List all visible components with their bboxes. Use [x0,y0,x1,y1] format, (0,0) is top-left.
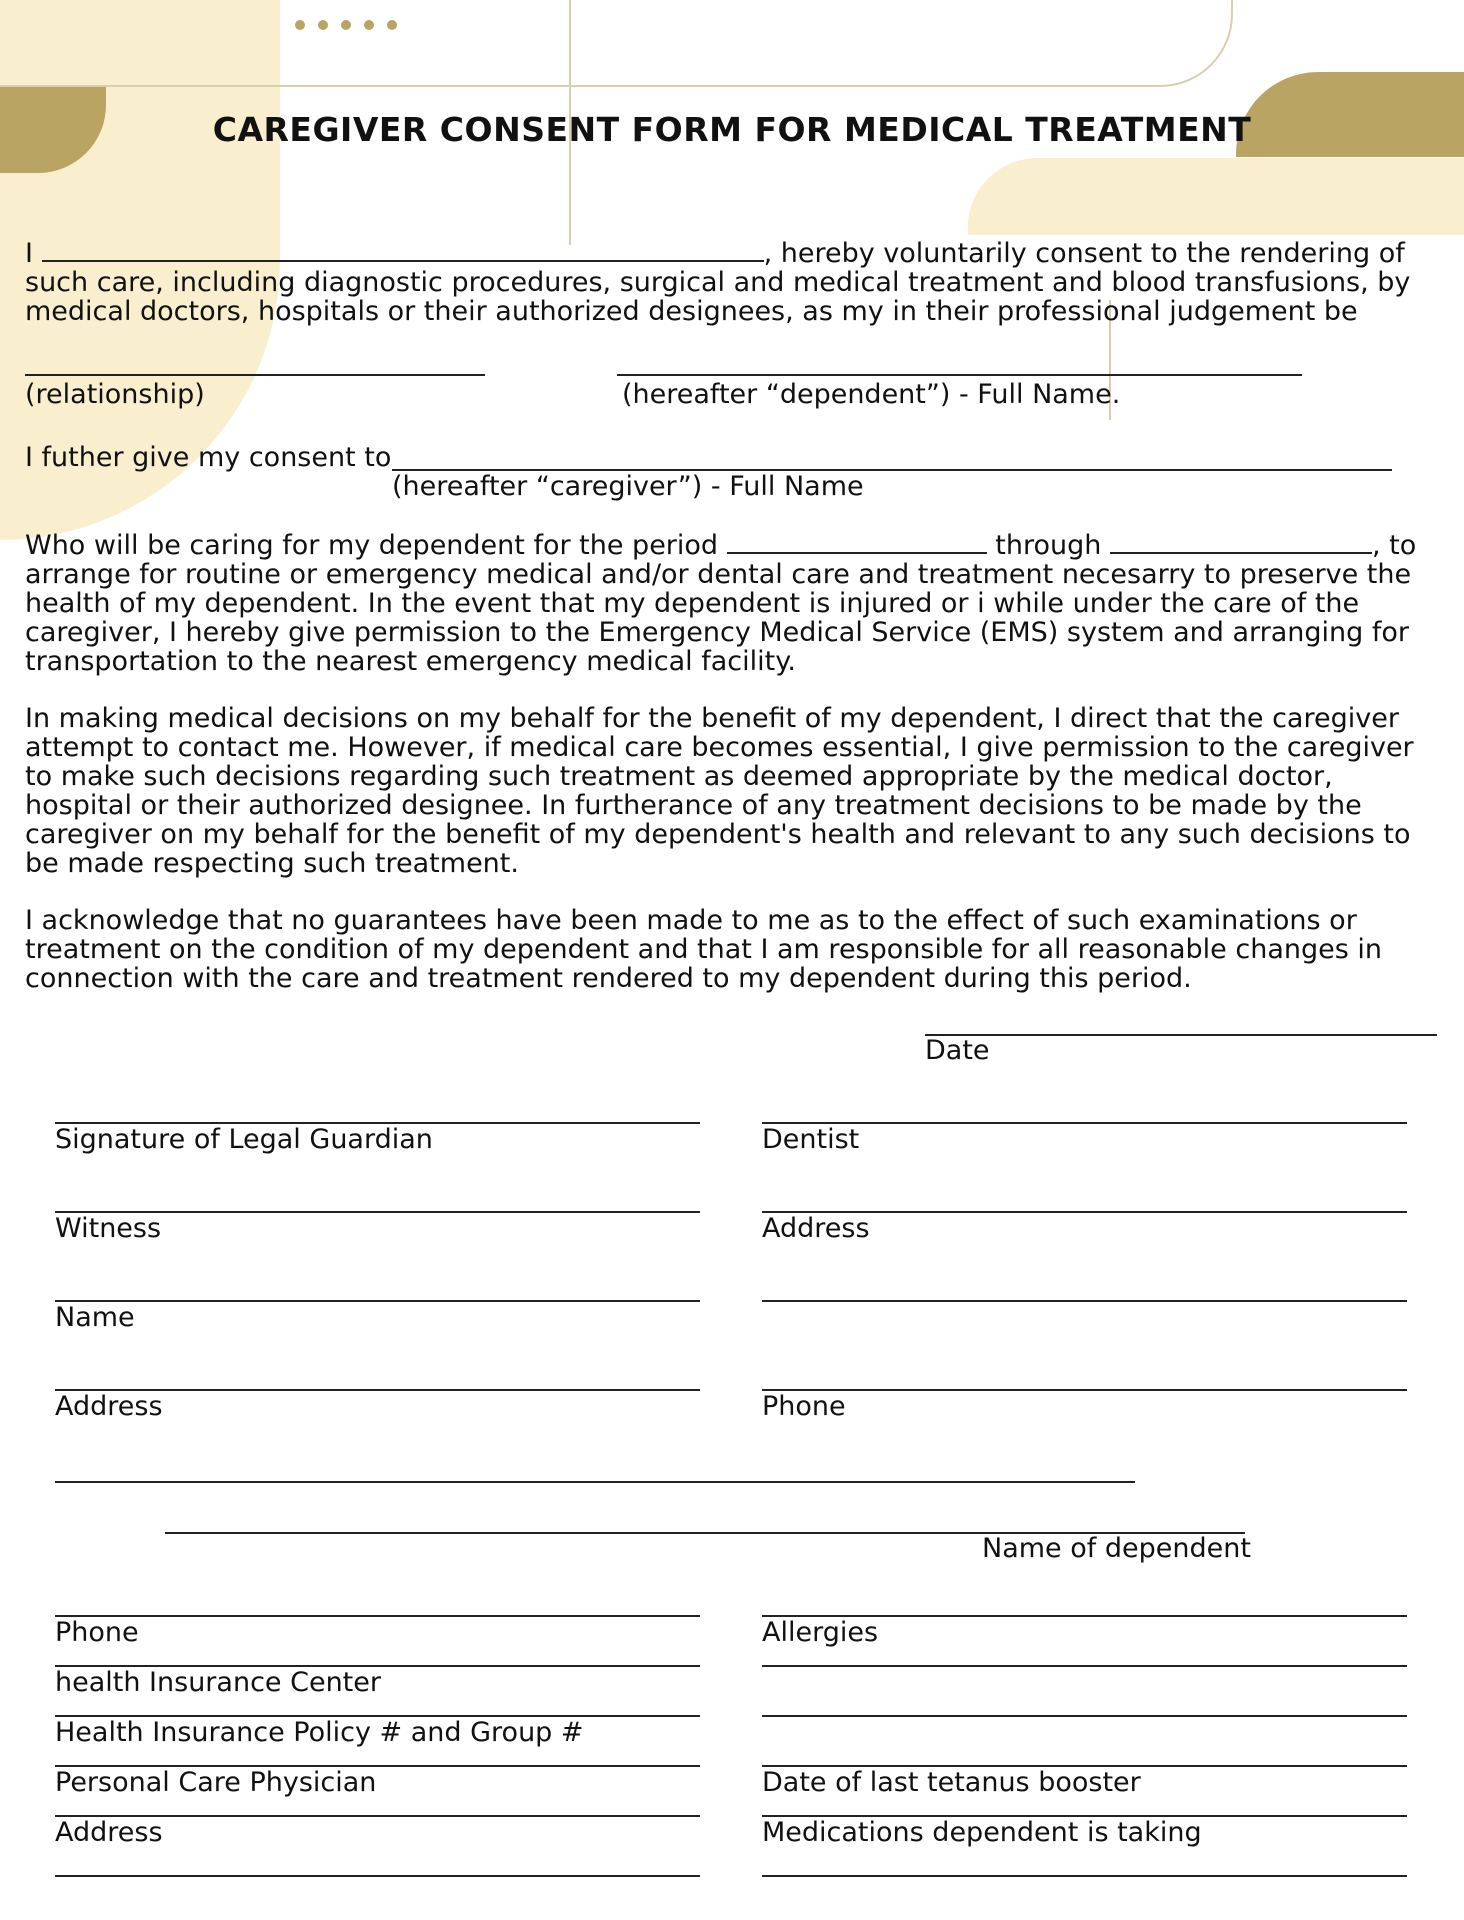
phone-line[interactable] [762,1389,1407,1391]
witness-label: Witness [55,1213,162,1244]
consent-paragraph-1 [25,238,1445,326]
date-label: Date [925,1035,990,1066]
consent-paragraph-3: In making medical decisions on my behalf for the benefit of my dependent, I direct that the caregiver attempt to contact me. However, if medical care becomes essential, I give permission to the caregiver to make such decisions regarding such treatment as deemed appropriate by the medical doctor, hospital or their authorized designee. In furtherance of any treatment decisions to be made by the caregiver on my behalf for the benefit of my dependent's health and relevant to any such decisions to be made respecting such treatment. [25,703,1414,879]
period-text: , to arrange for routine or emergency medical and/or dental care and treatment necesarry to preserve the health of my dependent. In the event that my dependent is injured or i while under the care of the caregiver, I hereby give permission to the Emergency Medical Service (EMS) system and arranging for transportation to the nearest emergency medical facility. [25,530,1417,677]
bottom-line-left[interactable] [55,1875,700,1877]
dependent-label: (hereafter “dependent”) - Full Name. [622,379,1121,410]
relationship-label: (relationship) [25,379,205,410]
bottom-line-right[interactable] [762,1875,1407,1877]
signature-legal-guardian-label: Signature of Legal Guardian [55,1124,433,1155]
dots-decoration [295,20,397,30]
consent-paragraph-4: I acknowledge that no guarantees have been made to me as to the effect of such examinations or treatment on the condition of my dependent and that I am responsible for all reasonable changes in connection with the care and treatment rendered to my dependent during this period. [25,905,1383,994]
form-title: CAREGIVER CONSENT FORM FOR MEDICAL TREATMENT [212,110,1252,149]
dentist-address-line-2[interactable] [762,1300,1407,1302]
allergies-label: Allergies [762,1617,879,1648]
extra-line[interactable] [55,1481,1135,1483]
date-line[interactable] [925,1034,1437,1036]
relationship-blank[interactable] [25,374,485,376]
phone-label: Phone [762,1391,846,1422]
insurance-center-label: health Insurance Center [55,1667,381,1698]
period-start-blank[interactable] [727,530,987,554]
consent-text: , hereby voluntarily consent to the rendering of such care, including diagnostic procedures, surgical and medical treatment and blood transfusions, by medical doctors, hospitals or their authorized designees, as my in their professional judgement be [25,238,1411,327]
through-label: through [995,530,1102,561]
tetanus-label: Date of last tetanus booster [762,1767,1141,1798]
allergies-line-2[interactable] [762,1665,1407,1667]
physician-label: Personal Care Physician [55,1767,377,1798]
consent-paragraph-2 [25,530,1445,676]
dependent-name-blank[interactable] [617,374,1302,376]
period-end-blank[interactable] [1110,530,1372,554]
policy-group-label: Health Insurance Policy # and Group # [55,1717,584,1748]
name-label: Name [55,1302,135,1333]
cream-right-shape [968,158,1464,235]
thin-corner-arc [1160,0,1232,86]
dentist-address-label: Address [762,1213,870,1244]
allergies-line-3[interactable] [762,1715,1407,1717]
dependent-phone-line[interactable] [55,1615,700,1617]
guardian-name-blank[interactable] [42,238,764,262]
medications-label: Medications dependent is taking [762,1817,1202,1848]
name-line[interactable] [55,1300,700,1302]
dependent-address-label: Address [55,1817,163,1848]
caregiver-label: (hereafter “caregiver”) - Full Name [392,471,864,502]
address-label: Address [55,1391,163,1422]
further-consent-label: I futher give my consent to [25,442,392,473]
dentist-label: Dentist [762,1124,860,1155]
period-label: Who will be caring for my dependent for the period [25,530,719,561]
dependent-phone-label: Phone [55,1617,139,1648]
i-word: I [25,238,33,269]
name-of-dependent-label: Name of dependent [982,1533,1251,1564]
